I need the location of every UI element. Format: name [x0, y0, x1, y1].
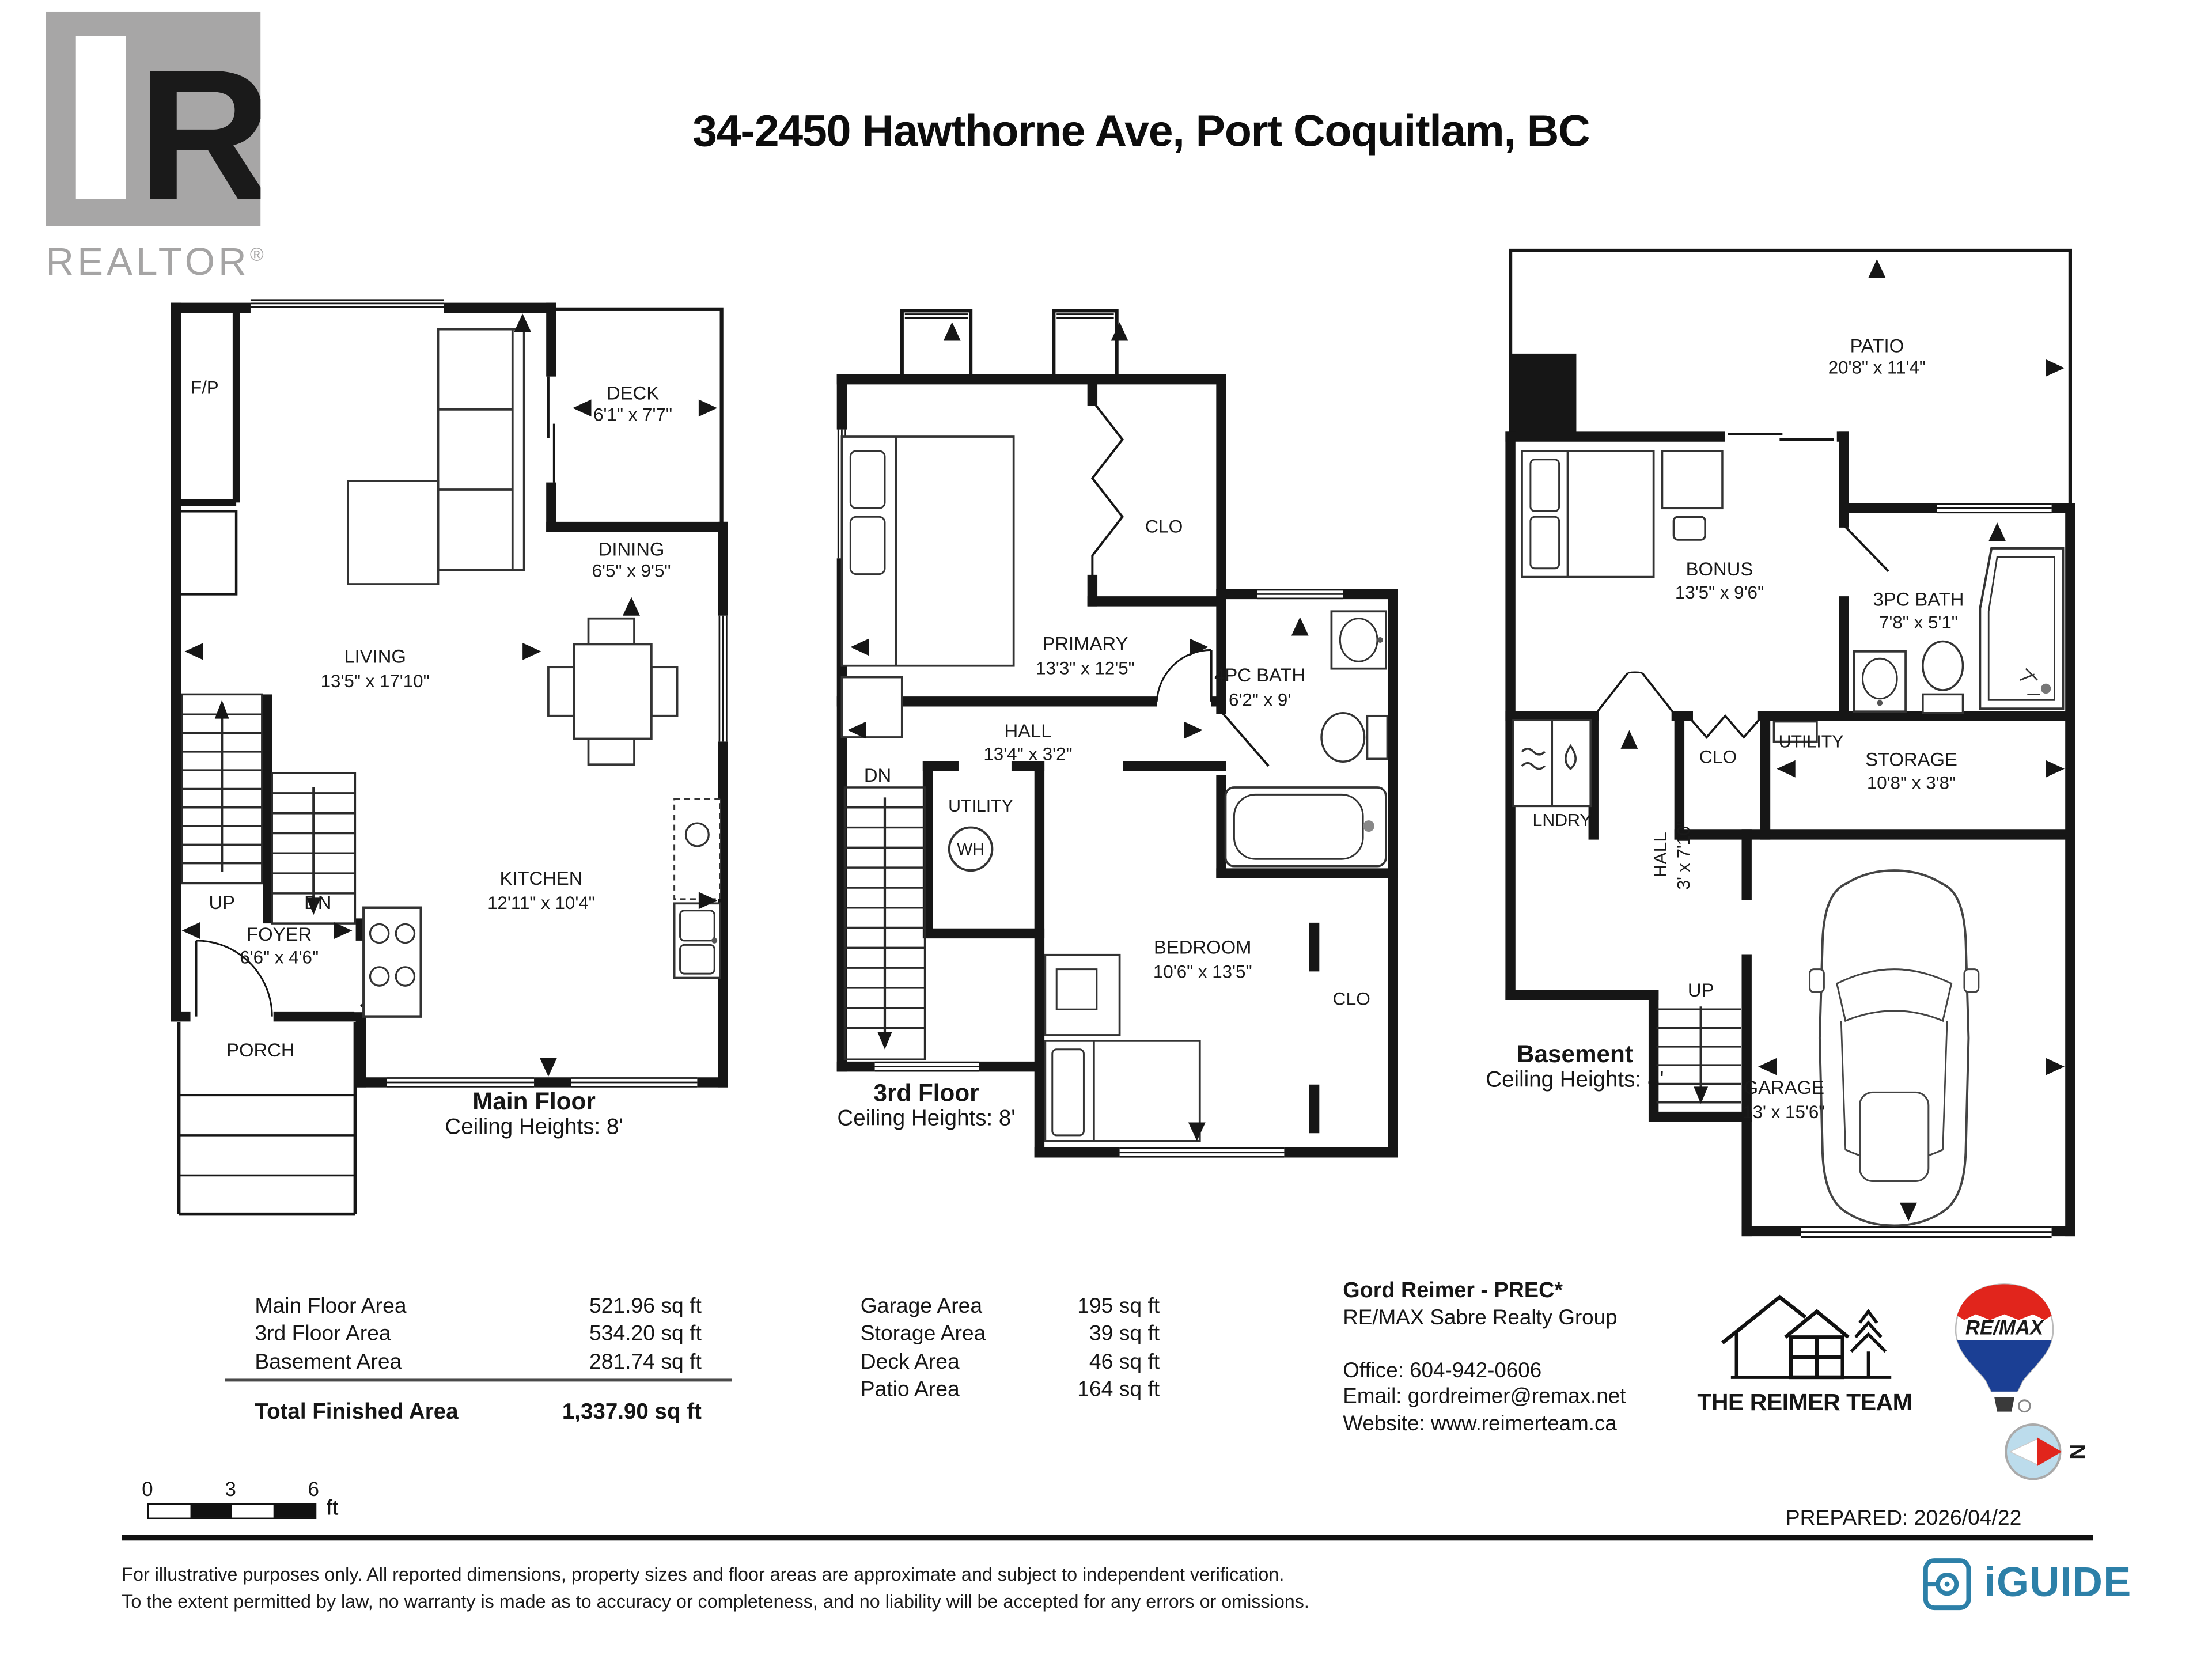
patio-slider-door — [1725, 428, 1837, 445]
room-label: BEDROOM — [1154, 936, 1252, 958]
realtor-logo — [46, 12, 284, 285]
room-dims: 6'2" x 9' — [1228, 690, 1291, 710]
room-label: HALL — [1650, 832, 1671, 878]
room-label: 3PC BATH — [1873, 588, 1964, 610]
scale-bar-segments — [147, 1503, 316, 1519]
realtor-wordmark: REALTOR® — [46, 240, 264, 284]
disclaimer-line: For illustrative purposes only. All reported dimensions, property sizes and floor areas are approximate and subject to independent verification. — [122, 1563, 1285, 1585]
stairs-icon — [844, 787, 925, 1059]
dining-table-icon — [548, 619, 677, 765]
room-label: STORAGE — [1865, 748, 1957, 770]
room-label: GARAGE — [1743, 1076, 1824, 1098]
room-label: DINING — [598, 538, 665, 560]
room-label: PRIMARY — [1042, 632, 1128, 654]
stair-label: UP — [209, 892, 236, 914]
stairs-icon — [182, 694, 355, 923]
room-label: UTILITY — [1778, 732, 1844, 752]
room-dims: 13'5" x 9'6" — [1675, 582, 1764, 603]
house-icon — [1710, 1286, 1899, 1380]
toilet-icon — [1321, 713, 1387, 762]
realtor-r-icon — [46, 12, 261, 226]
table-row: Main Floor Area 521.96 sq ft — [255, 1294, 702, 1319]
laundry-icons — [1513, 720, 1590, 806]
bed-icon — [1522, 451, 1654, 577]
basement-title: Basement Ceiling Heights: 8' — [1486, 1040, 1664, 1093]
room-dims: 13'5" x 17'10" — [320, 671, 430, 691]
room-label: HALL — [1004, 719, 1052, 741]
shower-icon — [1980, 548, 2063, 709]
room-dims: 13'3" x 12'5" — [1036, 658, 1135, 679]
agent-name: Gord Reimer - PREC* — [1343, 1278, 1563, 1303]
interior-walls — [176, 310, 236, 502]
stair-label: DN — [304, 892, 332, 914]
compass-icon — [2002, 1421, 2102, 1494]
scale-tick: 6 — [308, 1477, 319, 1501]
table-row: Basement Area 281.74 sq ft — [255, 1349, 702, 1374]
room-label: LNDRY — [1532, 811, 1592, 831]
table-row: 3rd Floor Area 534.20 sq ft — [255, 1321, 702, 1347]
bifold-door — [1092, 401, 1122, 580]
compass-north-label: N — [2065, 1444, 2090, 1460]
remax-wordmark: RE/MAX — [1965, 1317, 2044, 1339]
room-label: UTILITY — [948, 797, 1013, 816]
room-label: WH — [957, 840, 984, 859]
sink-icon — [1331, 611, 1385, 668]
bed-icon — [842, 437, 1013, 737]
prepared-date: PREPARED: 2026/04/22 — [1785, 1506, 2022, 1531]
bonus-double-door — [1596, 672, 1673, 713]
black-mass — [1510, 354, 1576, 437]
garage-door — [1801, 1224, 2052, 1238]
room-dims: 7'8" x 5'1" — [1879, 612, 1958, 633]
other-areas-table — [861, 1293, 1160, 1403]
third-floor-title: 3rd Floor Ceiling Heights: 8' — [837, 1079, 1016, 1131]
agent-website: Website: www.reimerteam.ca — [1343, 1413, 1617, 1437]
room-dims: 6'1" x 7'7" — [593, 404, 672, 425]
room-label: PATIO — [1850, 335, 1904, 357]
room-label: 4PC BATH — [1214, 664, 1306, 686]
agent-office: Office: 604-942-0606 — [1343, 1359, 1542, 1382]
room-dims: 10'6" x 13'5" — [1153, 961, 1252, 982]
reimer-team-logo — [1687, 1286, 1923, 1418]
iguide-camera-icon — [1921, 1554, 1975, 1613]
table-divider — [225, 1378, 732, 1381]
room-dims: 10'8" x 3'8" — [1866, 772, 1956, 793]
desk-icon — [1045, 955, 1119, 1035]
toilet-icon — [1923, 641, 1963, 713]
third-floor-plan — [828, 294, 1400, 1175]
bifold-door — [1688, 716, 1762, 737]
agent-brokerage: RE/MAX Sabre Realty Group — [1343, 1306, 1618, 1330]
stove-icon — [363, 908, 421, 1017]
room-dims: 6'5" x 9'5" — [592, 560, 671, 581]
basement-plan — [1493, 236, 2087, 1253]
room-dims: 20'8" x 11'4" — [1828, 357, 1926, 378]
iguide-wordmark: iGUIDE — [1984, 1559, 2132, 1606]
room-label: F/P — [191, 377, 219, 398]
room-label: FOYER — [247, 923, 312, 945]
scale-tick: 3 — [225, 1477, 236, 1501]
main-floor-title: Main Floor Ceiling Heights: 8' — [445, 1088, 623, 1140]
room-dims: 6'6" x 4'6" — [240, 947, 319, 968]
table-row: Storage Area 39 sq ft — [860, 1321, 1160, 1347]
disclaimer-line: To the extent permitted by law, no warranty is made as to accuracy or completeness, and no liability will be accepted for any errors or omissions. — [122, 1590, 1309, 1612]
windows — [1937, 501, 2052, 516]
car-icon — [1810, 870, 1979, 1225]
room-dims: 12'11" x 10'4" — [487, 893, 595, 914]
room-dims: 13' x 15'6" — [1743, 1102, 1825, 1123]
sink-icon — [1854, 652, 1906, 711]
scale-unit: ft — [326, 1496, 339, 1521]
desk-icon — [1662, 451, 1722, 540]
agent-email: Email: gordreimer@remax.net — [1343, 1386, 1626, 1410]
footer-divider — [122, 1535, 2093, 1540]
scale-tick: 0 — [142, 1477, 153, 1501]
remax-balloon-logo — [1947, 1280, 2062, 1430]
kitchen-sink-icon — [675, 799, 721, 978]
page-title: 34-2450 Hawthorne Ave, Port Coquitlam, BC — [692, 105, 1590, 156]
reimer-team-wordmark: THE REIMER TEAM — [1697, 1390, 1912, 1416]
remax-balloon-icon — [1947, 1280, 2062, 1423]
sofa-icon — [348, 329, 524, 584]
disclaimer — [122, 1562, 1696, 1615]
bathtub-icon — [1226, 787, 1386, 866]
room-label: BONUS — [1685, 558, 1753, 580]
table-row: Garage Area 195 sq ft — [860, 1294, 1160, 1319]
room-label: CLO — [1332, 988, 1370, 1009]
room-dims: 13'4" x 3'2" — [983, 744, 1073, 764]
total-area-row: Total Finished Area 1,337.90 sq ft — [255, 1400, 702, 1425]
bath-door — [1221, 711, 1268, 766]
room-label: PORCH — [226, 1039, 295, 1061]
room-label: CLO — [1145, 516, 1183, 537]
table-row: Deck Area 46 sq ft — [860, 1349, 1160, 1374]
room-label: LIVING — [344, 645, 406, 667]
room-label: CLO — [1699, 746, 1737, 767]
bath-door — [1844, 525, 1888, 571]
room-label: DECK — [606, 382, 660, 404]
stair-label: DN — [863, 764, 892, 786]
room-dims: 3' x 7'10" — [1674, 819, 1694, 890]
iguide-logo — [1921, 1554, 2131, 1613]
finished-areas-table — [255, 1293, 701, 1376]
agent-contact-block — [1343, 1278, 1700, 1438]
room-label: KITCHEN — [499, 867, 583, 889]
stair-label: UP — [1687, 979, 1714, 1001]
bay-windows — [902, 310, 1117, 379]
primary-door-arc — [1157, 650, 1211, 708]
table-row: Patio Area 164 sq ft — [860, 1377, 1160, 1402]
svg-text:R: R — [137, 31, 261, 226]
fp-shelf — [179, 511, 236, 594]
